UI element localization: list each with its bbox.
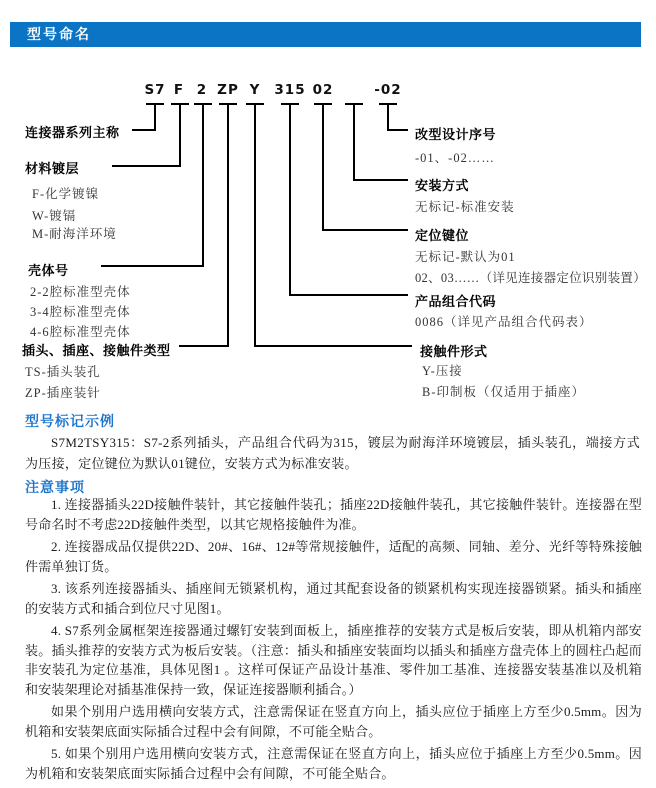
- shell-option: 4-6腔标准型壳体: [30, 325, 131, 339]
- branch-line-plating: [112, 165, 181, 167]
- note-paragraph: 4. S7系列金属框架连接器通过螺钉安装到面板上，插座推荐的安装方式是板后安装，即从机箱内部安装。插头推荐的安装方式为板后安装。（注意：插头和插座安装面均以插头和插座方盘壳体上的圆柱凸起而非安装孔为定位基准，具体见图1 。这样可保证产品设计基准、零件加工基准、连接器安装基准以及机箱和安装架理论对插基准保持一致，保证连接器顺利插合。）: [25, 623, 642, 697]
- branch-line-series: [132, 129, 156, 131]
- note-paragraph: 3. 该系列连接器插头、插座间无锁紧机构，通过其配套设备的锁紧机构实现连接器锁紧。插头和插座的安装方式和插合到位尺寸见图1。: [25, 581, 642, 616]
- branch-line-mounting: [353, 179, 408, 181]
- note-paragraph: 2. 连接器成品仅提供22D、20#、16#、12#等常规接触件，适配的高频、同轴、差分、光纤等特殊接触件需单独订货。: [25, 539, 642, 574]
- note-paragraph: 5. 如果个别用户选用横向安装方式，注意需保证在竖直方向上，插头应位于插座上方至少0.5mm。因为机箱和安装架底面实际插合过程中会有间隙，不可能全贴合。: [25, 746, 642, 781]
- label-series-name: 连接器系列主称: [25, 126, 120, 141]
- type-option: ZP-插座装针: [25, 386, 101, 400]
- note-paragraph: 如果个别用户选用横向安装方式，注意需保证在竖直方向上，插头应位于插座上方至少0.5mm。因为机箱和安装架底面实际插合过程中会有间隙，不可能全贴合。: [25, 704, 642, 739]
- branch-line-combo-code: [289, 294, 408, 296]
- model-code-part-contact: Y: [249, 82, 261, 98]
- branch-line-revision: [387, 129, 408, 131]
- notes-list: [25, 495, 642, 786]
- shell-option: 2-2腔标准型壳体: [30, 285, 131, 299]
- branch-stem: [227, 103, 229, 347]
- combo-code-option: 0086（详见产品组合代码表）: [415, 315, 593, 329]
- model-code-part-revision: -02: [374, 82, 402, 98]
- branch-line-type: [179, 345, 229, 347]
- label-key-position: 定位键位: [415, 229, 470, 244]
- branch-stem: [202, 103, 204, 267]
- model-code-part-type: ZP: [217, 82, 239, 98]
- label-plug-socket-type: 插头、插座、接触件类型: [22, 344, 171, 359]
- label-revision-number: 改型设计序号: [415, 128, 497, 143]
- section-title: 型号命名: [27, 26, 91, 42]
- model-code-part-shell: 2: [196, 82, 208, 98]
- label-mounting-style: 安装方式: [415, 179, 470, 194]
- revision-option: -01、-02……: [415, 151, 495, 165]
- example-section-heading: 型号标记示例: [25, 414, 115, 430]
- shell-option: 3-4腔标准型壳体: [30, 305, 131, 319]
- contact-form-option: Y-压接: [422, 364, 463, 378]
- model-code-part-key: 02: [312, 82, 334, 98]
- plating-option: F-化学镀镍: [32, 187, 100, 201]
- example-paragraph: S7M2TSY315：S7-2系列插头，产品组合代码为315，镀层为耐海洋环境镀层，插头装孔，端接方式为压接，定位键位为默认01键位，安装方式为标准安装。: [25, 435, 640, 471]
- model-code-part-series: S7: [144, 82, 166, 98]
- label-contact-form: 接触件形式: [420, 345, 488, 360]
- branch-stem: [322, 103, 324, 231]
- branch-line-contact-form: [254, 345, 412, 347]
- contact-form-option: B-印制板（仅适用于插座）: [422, 385, 586, 399]
- model-code-part-combo: 315: [274, 82, 306, 98]
- label-product-combo-code: 产品组合代码: [415, 295, 497, 310]
- branch-line-shell: [101, 265, 204, 267]
- key-option: 02、03……（详见连接器定位识别装置）: [415, 271, 647, 285]
- section-title-bar: [10, 22, 641, 47]
- label-material-plating: 材料镀层: [25, 162, 80, 177]
- mounting-option: 无标记-标准安装: [415, 200, 515, 214]
- label-shell-number: 壳体号: [28, 264, 69, 279]
- branch-stem: [289, 103, 291, 296]
- plating-option: W-镀镉: [32, 209, 77, 223]
- branch-line-key-position: [322, 229, 408, 231]
- note-paragraph: 1. 连接器插头22D接触件装针，其它接触件装孔；插座22D接触件装孔，其它接触件装针。连接器在型号命名时不考虑22D接触件类型，以其它规格接触件为准。: [25, 497, 642, 532]
- branch-stem: [387, 103, 389, 131]
- model-code-part-plating: F: [173, 82, 185, 98]
- notes-section-heading: 注意事项: [25, 480, 85, 496]
- plating-option: M-耐海洋环境: [32, 227, 117, 241]
- branch-stem: [154, 103, 156, 131]
- branch-stem: [254, 103, 256, 347]
- branch-stem: [353, 103, 355, 181]
- type-option: TS-插头装孔: [25, 365, 101, 379]
- key-option: 无标记-默认为01: [415, 250, 516, 264]
- branch-stem: [179, 103, 181, 167]
